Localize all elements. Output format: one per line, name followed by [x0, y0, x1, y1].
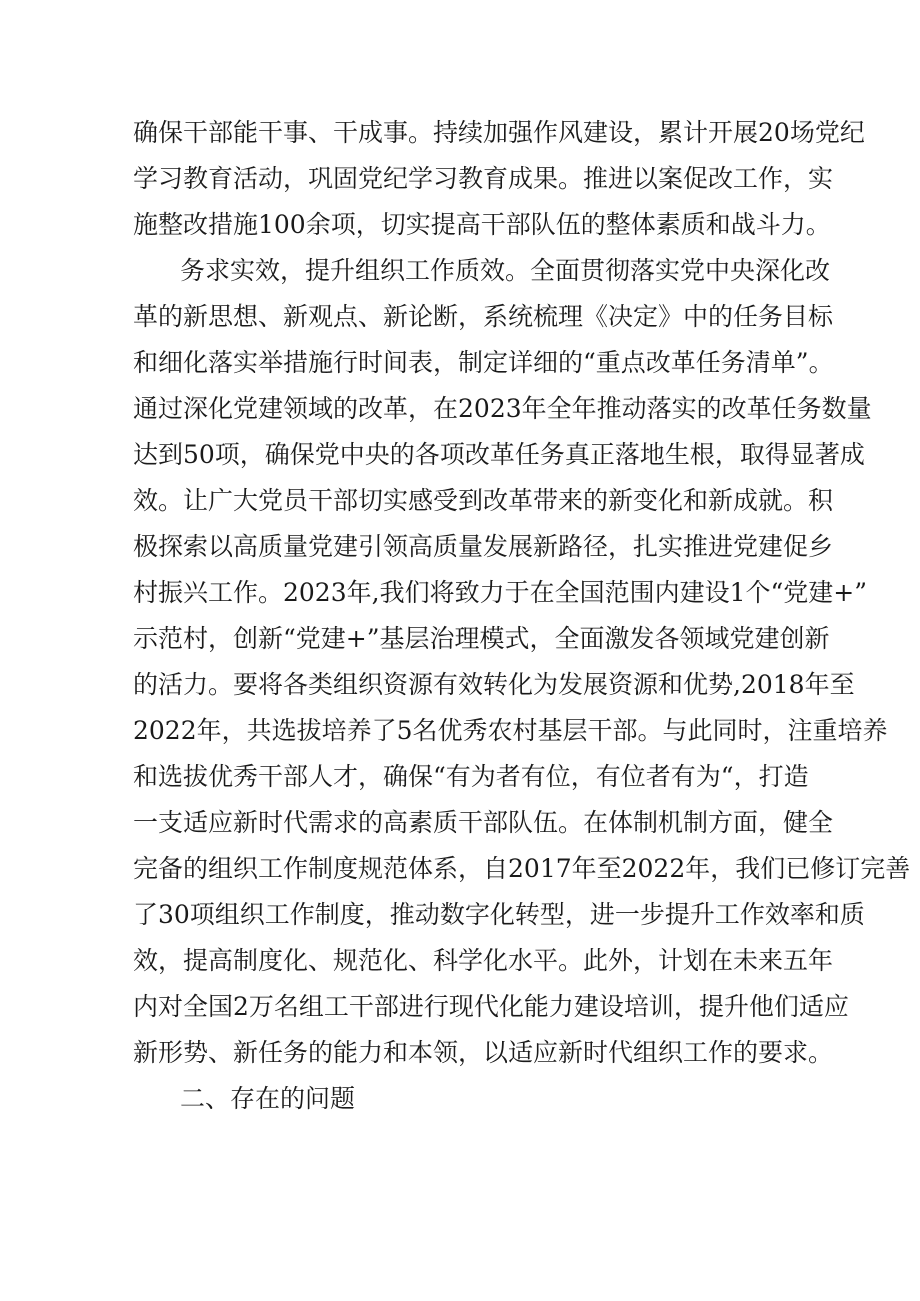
paragraph-2-line-16: 效，提高制度化、规范化、科学化水平。此外，计划在未来五年	[133, 946, 834, 975]
paragraph-2-line-6: 效。让广大党员干部切实感受到改革带来的新变化和新成就。积	[133, 486, 834, 515]
paragraph-2-line-8: 村振兴工作。2023年,我们将致力于在全国范围内建设1个“党建+”	[133, 578, 867, 607]
paragraph-2-line-9: 示范村，创新“党建+”基层治理模式，全面激发各领域党建创新	[133, 624, 830, 653]
paragraph-2-line-3: 和细化落实举措施行时间表，制定详细的“重点改革任务清单”。	[133, 348, 834, 377]
paragraph-2-line-12: 和选拔优秀干部人才，确保“有为者有位，有位者有为“，打造	[133, 762, 809, 791]
paragraph-2-line-15: 了30项组织工作制度，推动数字化转型，进一步提升工作效率和质	[133, 900, 865, 929]
paragraph-2-line-10: 的活力。要将各类组织资源有效转化为发展资源和优势,2018年至	[133, 670, 855, 699]
paragraph-1-line-3: 施整改措施100余项，切实提高干部队伍的整体素质和战斗力。	[133, 210, 831, 239]
paragraph-2-line-2: 革的新思想、新观点、新论断，系统梳理《决定》中的任务目标	[133, 302, 834, 331]
paragraph-2-line-14: 完备的组织工作制度规范体系，自2017年至2022年，我们已修订完善	[133, 854, 911, 883]
paragraph-2-line-1: 务求实效，提升组织工作质效。全面贯彻落实党中央深化改	[180, 256, 831, 285]
paragraph-2-line-13: 一支适应新时代需求的高素质干部队伍。在体制机制方面，健全	[133, 808, 834, 837]
paragraph-2-line-11: 2022年，共选拔培养了5名优秀农村基层干部。与此同时，注重培养	[133, 716, 888, 745]
paragraph-2-line-17: 内对全国2万名组工干部进行现代化能力建设培训，提升他们适应	[133, 992, 849, 1021]
section-heading: 二、存在的问题	[180, 1084, 356, 1113]
paragraph-2-line-7: 极探索以高质量党建引领高质量发展新路径，扎实推进党建促乡	[133, 532, 834, 561]
paragraph-1-line-2: 学习教育活动，巩固党纪学习教育成果。推进以案促改工作，实	[133, 164, 834, 193]
paragraph-2-line-5: 达到50项，确保党中央的各项改革任务真正落地生根，取得显著成	[133, 440, 865, 469]
paragraph-2-line-4: 通过深化党建领域的改革，在2023年全年推动落实的改革任务数量	[133, 394, 872, 423]
paragraph-1-line-1: 确保干部能干事、干成事。持续加强作风建设，累计开展20场党纪	[133, 118, 865, 147]
paragraph-2-line-18: 新形势、新任务的能力和本领，以适应新时代组织工作的要求。	[133, 1038, 834, 1067]
